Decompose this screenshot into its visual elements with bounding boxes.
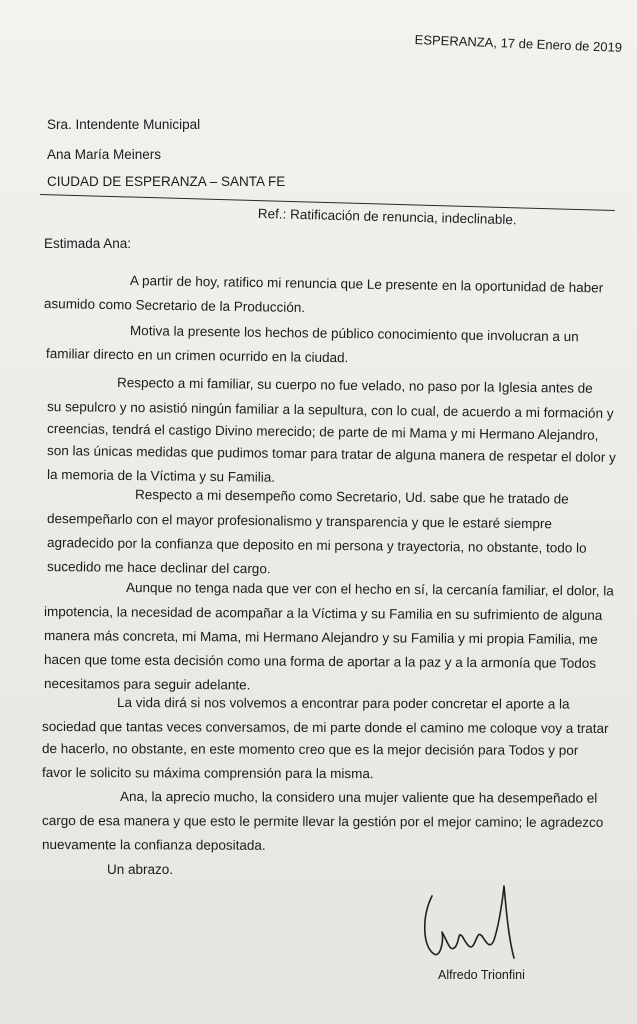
paragraph-7-line-1: Ana, la aprecio mucho, la considero una mujer valiente que ha desempeñado el [119, 789, 598, 806]
paragraph-6-line-3: de hacerlo, no obstante, en este momento creo que es la mejor decisión para Todos y por [41, 741, 579, 758]
paragraph-1-line-1: A partir de hoy, ratifico mi renuncia que Le presente en la oportunidad de haber [129, 273, 604, 296]
paragraph-5-line-4: hacen que tome esta decisión como una forma de aportar a la paz y a la armonía que Todos [43, 652, 597, 671]
paragraph-4-line-4: sucedido me hace declinar del cargo. [46, 559, 271, 577]
paragraph-4-line-3: agradecido por la confianza que deposito en mi persona y trayectoria, no obstante, todo lo [46, 535, 587, 556]
paragraph-2-line-2: familiar directo en un crimen ocurrido en la ciudad. [45, 346, 349, 366]
letter-closing: Un abrazo. [107, 862, 174, 877]
paragraph-7-line-3: nuevamente la confianza depositada. [41, 837, 266, 853]
paragraph-4-line-1: Respecto a mi desempeño como Secretario, Ud. sabe que he tratado de [134, 487, 569, 507]
paragraph-3-line-5: la memoria de la Víctima y su Familia. [46, 467, 276, 485]
paragraph-1-line-2: asumido como Secretario de la Producción. [43, 296, 306, 316]
paragraph-3-line-1: Respecto a mi familiar, su cuerpo no fue velado, no paso por la Iglesia antes de [116, 375, 593, 396]
paragraph-3-line-2: su sepulcro y no asistió ningún familiar a la sepultura, con lo cual, de acuerdo a mi formación y [46, 399, 614, 421]
handwritten-signature [418, 876, 528, 966]
letter-date: ESPERANZA, 17 de Enero de 2019 [414, 32, 623, 55]
paragraph-5-line-5: necesitamos para seguir adelante. [43, 676, 251, 693]
signer-name: Alfredo Trionfini [438, 968, 525, 982]
paragraph-2-line-1: Motiva la presente los hechos de público conocimiento que involucran a un [129, 323, 579, 345]
paragraph-3-line-3: creencias, tendrá el castigo Divino merecido; de parte de mi Mama y mi Hermano Alejandro, [46, 421, 599, 443]
paragraph-5-line-2: impotencia, la necesidad de acompañar a la Víctima y su Familia en su sufrimiento de alguna [43, 604, 603, 623]
paragraph-6-line-4: favor le solicito su máxima comprensión para la misma. [41, 765, 374, 782]
paragraph-7-line-2: cargo de esa manera y que esto le permite llevar la gestión por el mejor camino; le agradezco [41, 813, 604, 830]
letter-reference: Ref.: Ratificación de renuncia, indeclinable. [257, 206, 517, 228]
paragraph-5-line-3: manera más concreta, mi Mama, mi Hermano Alejandro y su Familia y mi propia Familia, me [43, 628, 598, 647]
recipient-name: Ana María Meiners [47, 147, 162, 162]
paragraph-6-line-1: La vida dirá si nos volvemos a encontrar para poder concretar el aporte a la [116, 695, 570, 712]
paragraph-6-line-2: sociedad que tantas veces conversamos, de mi parte donde el camino me coloque voy a tratar [41, 719, 609, 736]
recipient-title: Sra. Intendente Municipal [47, 117, 201, 132]
letter-greeting: Estimada Ana: [44, 236, 132, 251]
paragraph-5-line-1: Aunque no tenga nada que ver con el hecho en sí, la cercanía familiar, el dolor, la [125, 580, 614, 599]
paragraph-3-line-4: son las únicas medidas que pudimos tomar para tratar de alguna manera de respetar el dolor y [46, 443, 616, 465]
paragraph-4-line-2: desempeñarlo con el mayor profesionalismo y transparencia y que le estaré siempre [46, 511, 553, 532]
recipient-city: CIUDAD DE ESPERANZA – SANTA FE [47, 174, 286, 189]
